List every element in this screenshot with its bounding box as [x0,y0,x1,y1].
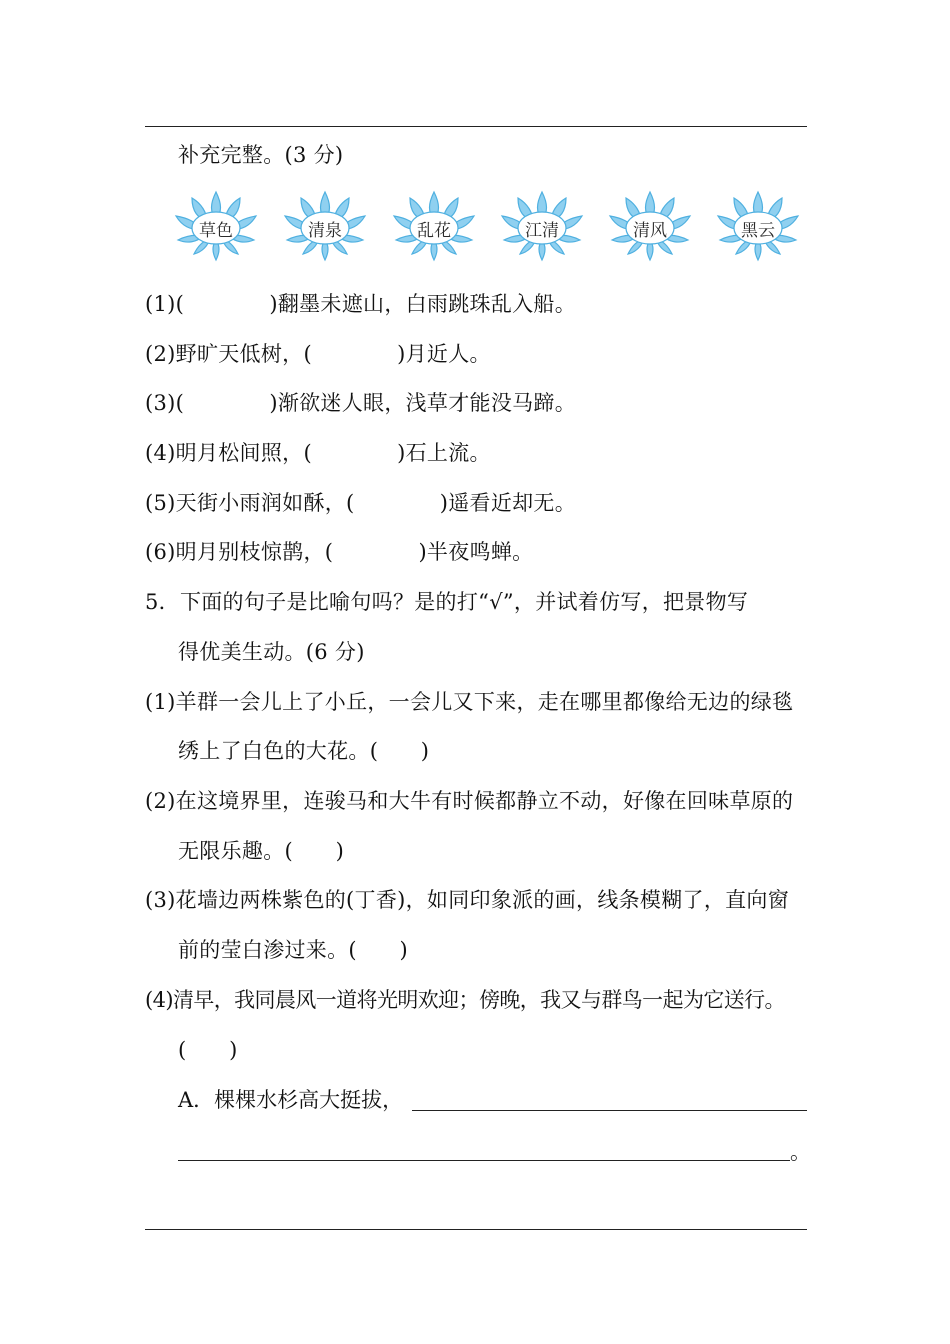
flower-card [606,190,694,262]
flower-card [714,190,802,262]
sentence-4-line-2: ( ) [178,1038,238,1062]
flower-label: 清风 [633,221,667,241]
question-5-line-2: 得优美生动。(6 分) [178,640,365,664]
poem-line-5: (5)天街小雨润如酥，( )遥看近却无。 [145,491,577,515]
flower-label: 乱花 [417,221,451,241]
intro-line: 补充完整。(3 分) [178,143,344,167]
flower-label: 江清 [525,221,559,241]
option-a-answer-line-2[interactable] [178,1160,790,1161]
sentence-3-line-1: (3)花墙边两株紫色的(丁香)，如同印象派的画，线条模糊了，直向窗 [145,888,790,912]
flower-label: 草色 [199,221,233,241]
sentence-2-line-1: (2)在这境界里，连骏马和大牛有时候都静立不动，好像在回味草原的 [145,789,794,813]
sentence-3-line-2: 前的莹白渗过来。( ) [178,938,408,962]
sentence-1-line-2: 绣上了白色的大花。( ) [178,739,430,763]
flower-card [390,190,478,262]
option-a-answer-line-1[interactable] [412,1110,807,1111]
option-a-label: A．棵棵水杉高大挺拔， [178,1088,404,1112]
top-rule [145,126,807,127]
flower-card [281,190,369,262]
flower-card [498,190,586,262]
poem-line-6: (6)明月别枝惊鹊，( )半夜鸣蝉。 [145,540,534,564]
sentence-4-line-1: (4)清早，我同晨风一道将光明欢迎；傍晚，我又与群鸟一起为它送行。 [145,988,785,1012]
sentence-1-line-1: (1)羊群一会儿上了小丘，一会儿又下来，走在哪里都像给无边的绿毯 [145,690,794,714]
flower-card [172,190,260,262]
flower-word-bank [0,190,950,270]
sentence-2-line-2: 无限乐趣。( ) [178,839,345,863]
poem-line-2: (2)野旷天低树，( )月近人。 [145,342,491,366]
flower-label: 黑云 [741,221,775,241]
bottom-rule [145,1229,807,1230]
poem-line-3: (3)( )渐欲迷人眼，浅草才能没马蹄。 [145,391,577,415]
option-a-end-mark: 。 [790,1140,811,1164]
flower-label: 清泉 [308,221,342,241]
question-5-line-1: 5．下面的句子是比喻句吗？是的打“√”，并试着仿写，把景物写 [145,590,749,614]
poem-line-4: (4)明月松间照，( )石上流。 [145,441,491,465]
poem-line-1: (1)( )翻墨未遮山，白雨跳珠乱入船。 [145,292,577,316]
